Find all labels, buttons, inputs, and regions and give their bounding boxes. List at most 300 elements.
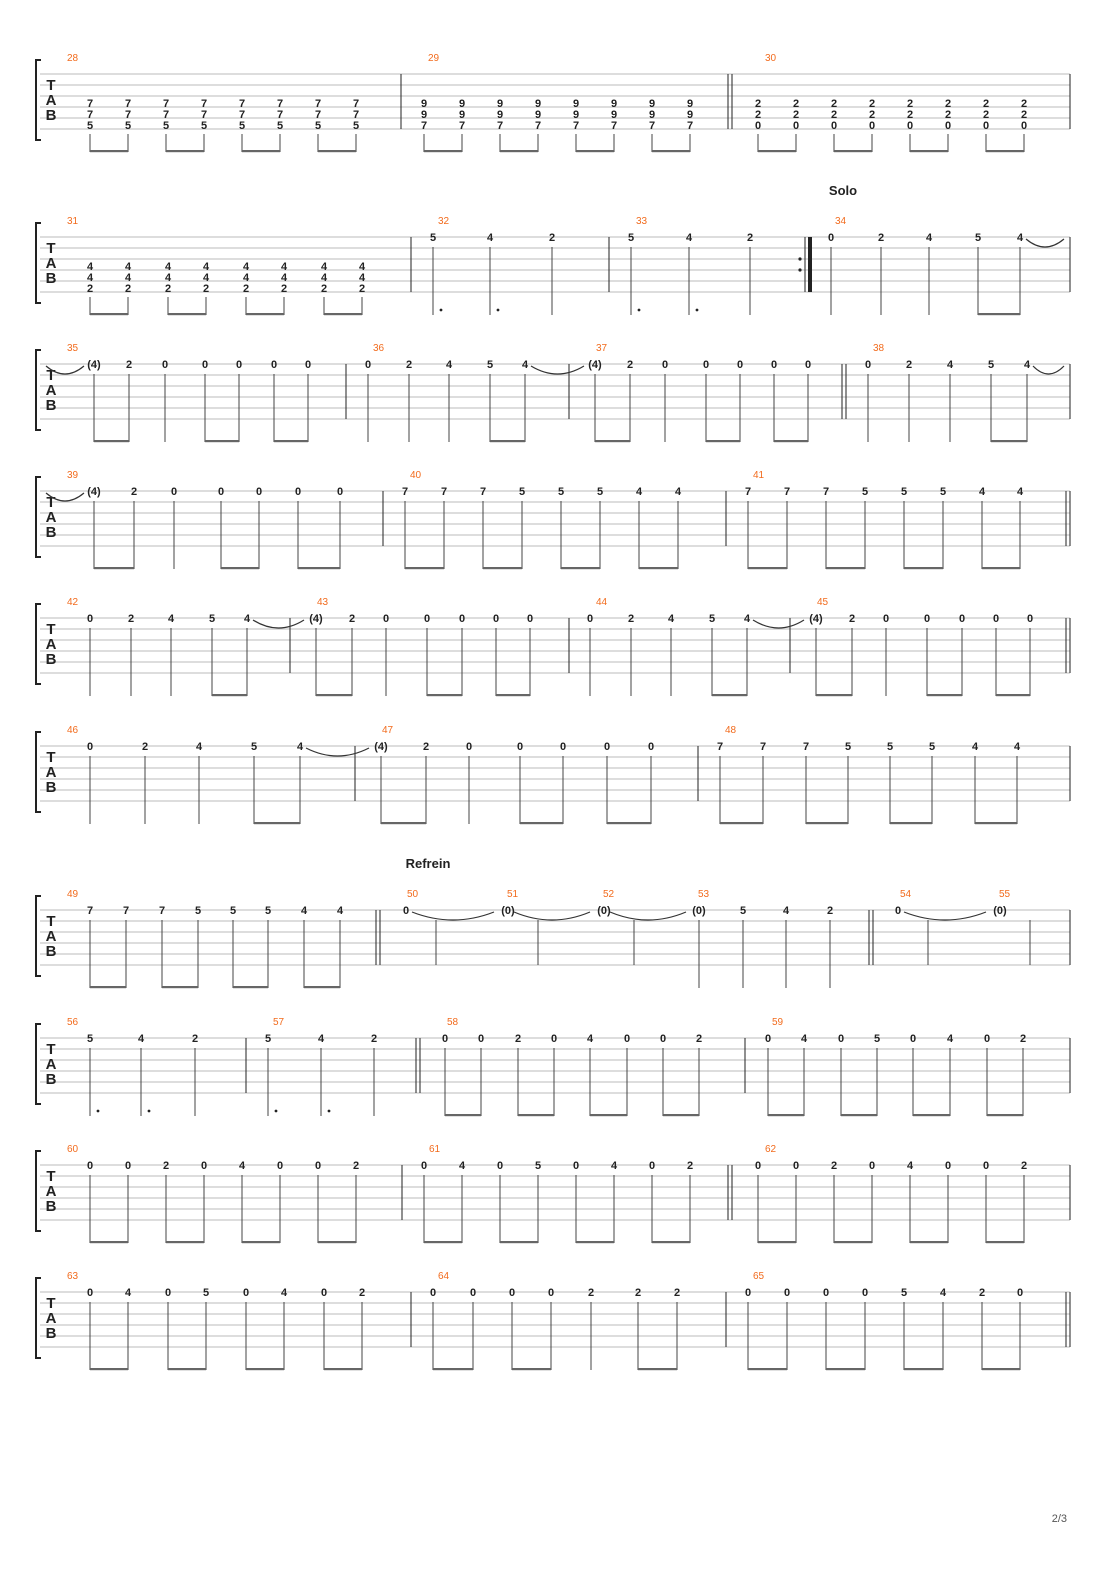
fret-number: 2 [848,613,856,625]
fret-number: 2 [191,1033,199,1045]
fret-number: 2 [352,1160,360,1172]
beam [316,694,352,696]
beam [652,1241,690,1243]
fret-number: 9 [534,109,542,121]
fret-number: 0 [86,613,94,625]
fret-number: 0 [661,359,669,371]
fret-number: 0 [861,1287,869,1299]
fret-number: 2 [792,98,800,110]
fret-number: 7 [238,98,246,110]
fret-number: 0 [124,1160,132,1172]
measure-number: 61 [429,1144,441,1155]
fret-number: 4 [195,741,203,753]
fret-number: 4 [358,261,366,273]
fret-number: 0 [320,1287,328,1299]
fret-number: 9 [686,109,694,121]
fret-number: 0 [894,905,902,917]
fret-number: 5 [708,613,716,625]
fret-number: 0 [586,613,594,625]
tie-arc [412,912,494,920]
fret-number: 0 [86,741,94,753]
fret-number: 5 [974,232,982,244]
beam [500,150,538,152]
fret-number: 5 [86,1033,94,1045]
measure-number: 49 [67,889,79,900]
fret-number: 4 [458,1160,466,1172]
fret-number: 0 [164,1287,172,1299]
fret-number: 0 [647,741,655,753]
beam [246,313,284,315]
measure-number: 46 [67,725,79,736]
fret-number: 4 [610,1160,618,1172]
tie-arc [253,620,304,628]
tie-arc [306,748,369,756]
fret-number: 7 [534,120,542,132]
fret-number: 2 [634,1287,642,1299]
fret-number: 2 [358,1287,366,1299]
beam [913,1114,950,1116]
repeat-dot [798,268,801,271]
fret-number: 4 [971,741,979,753]
fret-number: 0 [792,1160,800,1172]
fret-number: 0 [603,741,611,753]
beam [986,1241,1024,1243]
fret-number: 4 [586,1033,594,1045]
fret-number: 0 [868,120,876,132]
beam [904,1368,943,1370]
beam [490,440,525,442]
tab-system [36,470,1070,569]
fret-number: 5 [429,232,437,244]
beam [576,150,614,152]
measure-number: 36 [373,343,385,354]
tab-system [36,183,1070,315]
beam [774,440,808,442]
fret-number: 0 [201,359,209,371]
fret-number: 2 [422,741,430,753]
fret-number: 7 [122,905,130,917]
tab-clef-letter: B [45,779,57,796]
repeat-dot [798,257,801,260]
fret-number: (0) [501,905,515,917]
system-bracket [36,1024,41,1104]
fret-number: 0 [868,1160,876,1172]
fret-number: 0 [837,1033,845,1045]
fret-number: 9 [496,98,504,110]
fret-number: 0 [382,613,390,625]
fret-number: 2 [830,109,838,121]
fret-number: 0 [982,120,990,132]
fret-number: 5 [314,120,322,132]
fret-number: 4 [946,1033,954,1045]
beam [512,1368,551,1370]
fret-number: 5 [276,120,284,132]
beam [221,567,259,569]
fret-number: 4 [1023,359,1031,371]
beam [94,440,129,442]
fret-number: (0) [993,905,1007,917]
beam [758,1241,796,1243]
fret-number: 7 [759,741,767,753]
fret-number: 5 [200,120,208,132]
tab-clef-letter: T [46,494,56,511]
fret-number: 0 [242,1287,250,1299]
tie-arc [610,912,686,920]
fret-number: 4 [137,1033,145,1045]
fret-number: 4 [800,1033,808,1045]
beam [90,1368,128,1370]
fret-number: 5 [86,120,94,132]
fret-number: 4 [906,1160,914,1172]
fret-number: 0 [492,613,500,625]
system-bracket [36,350,41,430]
tab-clef-letter: B [45,397,57,414]
tab-clef-letter: A [45,636,57,653]
tab-clef-letter: B [45,524,57,541]
beam [166,1241,204,1243]
measure-number: 54 [900,889,912,900]
fret-number: 4 [124,1287,132,1299]
duration-dot [497,309,500,312]
fret-number: 0 [744,1287,752,1299]
fret-number: (4) [374,741,388,753]
fret-number: 4 [238,1160,246,1172]
fret-number: 9 [648,98,656,110]
beam [816,694,852,696]
measure-number: 32 [438,216,450,227]
beam [826,567,865,569]
beam [520,822,563,824]
fret-number: 7 [162,109,170,121]
fret-number: 4 [635,486,643,498]
beam [996,694,1030,696]
fret-number: 2 [130,486,138,498]
fret-number: 2 [348,613,356,625]
beam [242,1241,280,1243]
system-bracket [36,1278,41,1358]
fret-number: 4 [946,359,954,371]
fret-number: 7 [744,486,752,498]
fret-number: 2 [868,109,876,121]
fret-number: 7 [420,120,428,132]
fret-number: 2 [242,283,250,295]
fret-number: 0 [276,1160,284,1172]
fret-number: 9 [610,109,618,121]
fret-number: 4 [978,486,986,498]
beam [518,1114,554,1116]
tab-clef-letter: A [45,764,57,781]
fret-number: 0 [572,1160,580,1172]
beam [982,567,1020,569]
tab-clef-letter: A [45,382,57,399]
fret-number: 9 [458,98,466,110]
tab-clef-letter: T [46,367,56,384]
fret-number: 0 [648,1160,656,1172]
beam [168,1368,206,1370]
fret-number: 9 [610,98,618,110]
fret-number: 0 [516,741,524,753]
beam [324,1368,362,1370]
fret-number: 0 [441,1033,449,1045]
fret-number: 0 [559,741,567,753]
fret-number: 2 [514,1033,522,1045]
measure-number: 62 [765,1144,777,1155]
fret-number: 0 [235,359,243,371]
beam [975,822,1017,824]
beam [424,150,462,152]
fret-number: 9 [496,109,504,121]
fret-number: 0 [764,1033,772,1045]
measure-number: 38 [873,343,885,354]
fret-number: 4 [86,272,94,284]
fret-number: 4 [317,1033,325,1045]
fret-number: 4 [674,486,682,498]
beam [706,440,740,442]
fret-number: 4 [782,905,790,917]
fret-number: 0 [217,486,225,498]
tie-arc [1033,366,1064,374]
measure-number: 41 [753,470,765,481]
tab-clef-letter: A [45,255,57,272]
fret-number: 2 [906,109,914,121]
measure-number: 42 [67,597,79,608]
measure-number: 47 [382,725,394,736]
tie-arc [1026,239,1064,247]
fret-number: 0 [623,1033,631,1045]
fret-number: 7 [783,486,791,498]
fret-number: 0 [161,359,169,371]
duration-dot [696,309,699,312]
fret-number: 5 [518,486,526,498]
fret-number: 2 [754,109,762,121]
beam [841,1114,877,1116]
tab-clef-letter: T [46,77,56,94]
fret-number: 5 [208,613,216,625]
fret-number: 0 [659,1033,667,1045]
fret-number: 7 [200,109,208,121]
fret-number: 2 [1020,109,1028,121]
fret-number: 0 [909,1033,917,1045]
fret-number: 0 [86,1160,94,1172]
beam [274,440,308,442]
beam [254,822,300,824]
system-bracket [36,1151,41,1231]
fret-number: 2 [830,1160,838,1172]
fret-number: 4 [280,272,288,284]
fret-number: 5 [596,486,604,498]
fret-number: 7 [686,120,694,132]
fret-number: 0 [270,359,278,371]
fret-number: 2 [868,98,876,110]
beam [168,313,206,315]
beam [806,822,848,824]
beam [652,150,690,152]
fret-number: (0) [692,905,706,917]
fret-number: 2 [125,359,133,371]
fret-number: 4 [86,261,94,273]
fret-number: 0 [526,613,534,625]
beam [427,694,462,696]
fret-number: 7 [610,120,618,132]
fret-number: 2 [978,1287,986,1299]
fret-number: 7 [352,98,360,110]
fret-number: 7 [401,486,409,498]
duration-dot [638,309,641,312]
fret-number: 7 [479,486,487,498]
beam [910,1241,948,1243]
beam [590,1114,627,1116]
tab-system [36,856,1070,988]
fret-number: 2 [982,98,990,110]
system-bracket [36,604,41,684]
beam [90,313,128,315]
fret-number: 9 [420,98,428,110]
tab-clef-letter: B [45,270,57,287]
fret-number: 2 [587,1287,595,1299]
fret-number: 2 [320,283,328,295]
measure-number: 52 [603,889,615,900]
fret-number: 0 [314,1160,322,1172]
fret-number: 4 [336,905,344,917]
measure-number: 37 [596,343,608,354]
beam [90,1241,128,1243]
beam [748,567,787,569]
tab-system [36,1017,1070,1116]
fret-number: 4 [164,272,172,284]
fret-number: 0 [547,1287,555,1299]
measure-number: 40 [410,470,422,481]
fret-number: (4) [87,486,101,498]
fret-number: 4 [667,613,675,625]
tie-arc [514,912,590,920]
fret-number: 0 [294,486,302,498]
tab-system [36,53,1070,152]
fret-number: 4 [445,359,453,371]
beam [638,1368,677,1370]
fret-number: 5 [534,1160,542,1172]
fret-number: 9 [648,109,656,121]
fret-number: 0 [420,1160,428,1172]
fret-number: 4 [358,272,366,284]
fret-number: 5 [861,486,869,498]
fret-number: 0 [944,120,952,132]
tab-clef-letter: T [46,240,56,257]
measure-number: 56 [67,1017,79,1028]
fret-number: 5 [557,486,565,498]
fret-number: 2 [944,109,952,121]
fret-number: 2 [162,1160,170,1172]
fret-number: (0) [597,905,611,917]
measure-number: 29 [428,53,440,64]
fret-number: 4 [164,261,172,273]
fret-number: 5 [900,486,908,498]
section-label: Solo [828,183,858,198]
fret-number: 4 [202,272,210,284]
fret-number: 4 [202,261,210,273]
fret-number: 4 [296,741,304,753]
fret-number: 7 [352,109,360,121]
fret-number: (4) [588,359,602,371]
fret-number: 0 [508,1287,516,1299]
fret-number: 2 [164,283,172,295]
beam [890,822,932,824]
fret-number: 7 [458,120,466,132]
system-bracket [36,60,41,140]
system-bracket [36,223,41,303]
fret-number: 4 [242,272,250,284]
fret-number: 0 [170,486,178,498]
fret-number: 2 [906,98,914,110]
beam [748,1368,787,1370]
fret-number: 7 [496,120,504,132]
beam [986,150,1024,152]
measure-number: 30 [765,53,777,64]
measure-number: 33 [636,216,648,227]
fret-number: 5 [844,741,852,753]
beam [90,986,126,988]
fret-number: 4 [521,359,529,371]
fret-number: 0 [477,1033,485,1045]
fret-number: 9 [458,109,466,121]
fret-number: (4) [309,613,323,625]
fret-number: 2 [358,283,366,295]
measure-number: 59 [772,1017,784,1028]
fret-number: 0 [792,120,800,132]
duration-dot [328,1110,331,1113]
fret-number: 5 [194,905,202,917]
fret-number: 0 [550,1033,558,1045]
beam [834,150,872,152]
tab-clef-letter: B [45,1325,57,1342]
beam [205,440,239,442]
fret-number: 5 [250,741,258,753]
tab-clef-letter: A [45,928,57,945]
fret-number: 7 [648,120,656,132]
beam [162,986,198,988]
fret-number: 4 [243,613,251,625]
tab-clef-letter: B [45,1071,57,1088]
fret-number: 0 [465,741,473,753]
fret-number: 4 [925,232,933,244]
fret-number: 7 [276,98,284,110]
fret-number: 5 [627,232,635,244]
fret-number: 0 [86,1287,94,1299]
fret-number: 0 [496,1160,504,1172]
fret-number: 5 [873,1033,881,1045]
measure-number: 45 [817,597,829,608]
tie-arc [904,912,986,920]
system-bracket [36,896,41,976]
fret-number: 4 [1013,741,1021,753]
measure-number: 51 [507,889,519,900]
tab-clef-letter: A [45,92,57,109]
tab-clef-letter: T [46,749,56,766]
tie-arc [753,620,804,628]
measure-number: 65 [753,1271,765,1282]
tab-clef-letter: B [45,1198,57,1215]
fret-number: 0 [469,1287,477,1299]
fret-number: 0 [304,359,312,371]
fret-number: 4 [486,232,494,244]
beam [298,567,340,569]
fret-number: 7 [314,98,322,110]
fret-number: 4 [167,613,175,625]
fret-number: 2 [86,283,94,295]
beam [166,150,204,152]
beam [324,313,362,315]
duration-dot [440,309,443,312]
beam [318,1241,356,1243]
